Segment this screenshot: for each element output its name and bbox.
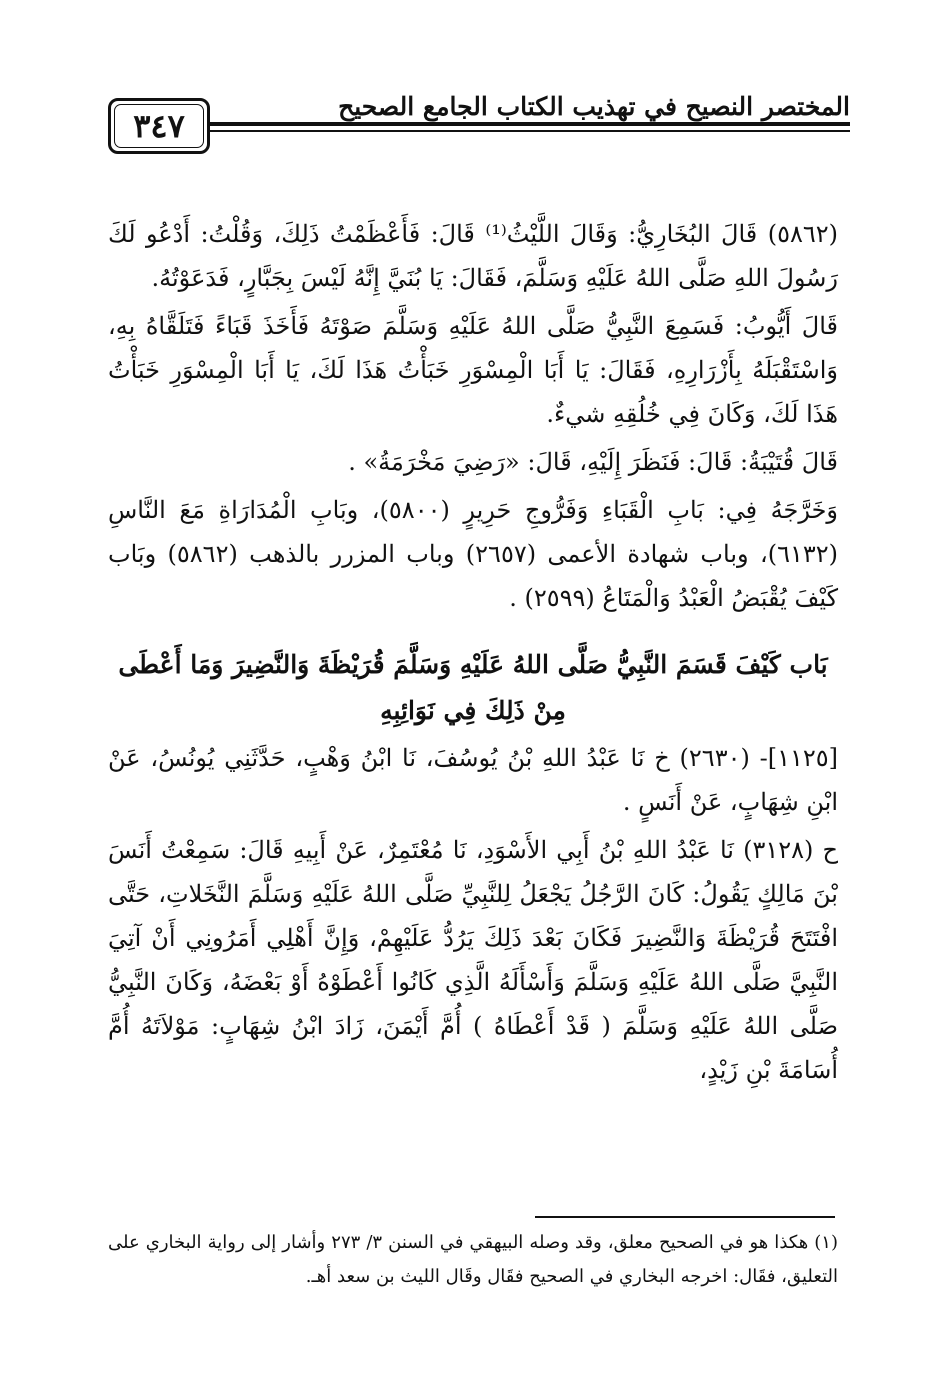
page-number-frame (108, 98, 210, 154)
running-title: المختصر النصيح في تهذيب الكتاب الجامع الصحيح (338, 92, 850, 121)
paragraph-hadith-3128: ح (٣١٢٨) نَا عَبْدُ اللهِ بْنُ أَبِي الأَسْوَدِ، نَا مُعْتَمِرٌ، عَنْ أَبِيهِ قَالَ: سَمِعْتُ أَنَسَ بْنَ مَالِكٍ يَقُولُ: كَانَ الرَّجُلُ يَجْعَلُ لِلنَّبِيِّ صَلَّى اللهُ عَلَيْهِ وَسَلَّمَ النَّخَلاتِ، حَتَّى افْتَتَحَ قُرَيْظَةَ وَالنَّضِيرَ فَكَانَ بَعْدَ ذَلِكَ يَرُدُّ عَلَيْهِمْ، وَإِنَّ أَهْلِي أَمَرُونِي أَنْ آتِيَ النَّبِيَّ صَلَّى اللهُ عَلَيْهِ وَسَلَّمَ وَأَسْأَلَهُ الَّذِي كَانُوا أَعْطَوْهُ أَوْ بَعْضَهُ، وَكَانَ النَّبِيُّ صَلَّى اللهُ عَلَيْهِ وَسَلَّمَ ( قَدْ أَعْطَاهُ ) أُمَّ أَيْمَنَ، زَادَ ابْنُ شِهَابٍ: مَوْلاَتَهُ أُمَّ أُسَامَةَ بْنِ زَيْدٍ، (108, 836, 839, 1084)
paragraph-hadith-1125: [١١٢٥]- (٢٦٣٠) خ نَا عَبْدُ اللهِ بْنُ يُوسُفَ، نَا ابْنُ وَهْبٍ، حَدَّثَنِي يُونُسُ، عَنْ ابْنِ شِهَابٍ، عَنْ أَنَسٍ . (108, 744, 839, 816)
paragraph-hadith-5862: (٥٨٦٢) قَالَ البُخَارِيُّ: وَقَالَ اللَّيْثُ⁽¹⁾ قَالَ: فَأَعْظَمْتُ ذَلِكَ، وَقُلْتُ: أَدْعُو لَكَ رَسُولَ اللهِ صَلَّى اللهُ عَلَيْهِ وَسَلَّمَ، فَقَالَ: يَا بُنَيَّ إِنَّهُ لَيْسَ بِجَبَّارٍ، فَدَعَوْتُهُ. (108, 220, 839, 292)
paragraph-takhrij: وَخَرَّجَهُ فِي: بَابِ الْقَبَاءِ وَفَرُّوجِ حَرِيرٍ (٥٨٠٠)، وبَابِ الْمُدَارَاةِ مَعَ النَّاسِ (٦١٣٢)، وباب شهادة الأعمى (٢٦٥٧) وباب المزرر بالذهب (٥٨٦٢) وبَاب كَيْفَ يُقْبَضُ الْعَبْدُ وَالْمَتَاعُ (٢٥٩٩) . (108, 496, 838, 612)
page-header (108, 92, 850, 164)
main-text (108, 212, 838, 1092)
header-rule (208, 122, 850, 126)
paragraph-ayyub: قَالَ أَيُّوبُ: فَسَمِعَ النَّبِيُّ صَلَّى اللهُ عَلَيْهِ وَسَلَّمَ صَوْتَهُ فَأَخَذَ قَبَاءً فَتَلَقَّاهُ بِهِ، وَاسْتَقْبَلَهُ بِأَزْرَارِهِ، فَقَالَ: يَا أَبَا الْمِسْوَرِ خَبَأْتُ هَذَا لَكَ، يَا أَبَا الْمِسْوَرِ خَبَأْتُ هَذَا لَكَ، وَكَانَ فِي خُلُقِهِ شيءٌ. (108, 312, 838, 428)
footnote: (١) هكذا هو في الصحيح معلق، وقد وصله البيهقي في السنن ٣/ ٢٧٣ وأشار إلى رواية البخاري على التعليق، فقَال: اخرجه البخاري في الصحيح فقَال وقَال الليث بن سعد أهـ. (108, 1232, 838, 1287)
footnote-separator (535, 1216, 835, 1218)
page-number: ٣٤٧ (133, 107, 185, 145)
header-rule-thin (208, 130, 850, 132)
paragraph-qutaybah: قَالَ قُتَيْبَةُ: قَالَ: فَنَظَرَ إِلَيْهِ، قَالَ: «رَضِيَ مَخْرَمَةُ» . (348, 448, 838, 476)
chapter-heading: بَاب كَيْفَ قَسَمَ النَّبِيُّ صَلَّى اللهُ عَلَيْهِ وَسَلَّمَ قُرَيْظَةَ وَالنَّضِيرَ وَمَا أَعْطَى مِنْ ذَلِكَ فِي نَوَائِبِهِ (118, 650, 828, 725)
